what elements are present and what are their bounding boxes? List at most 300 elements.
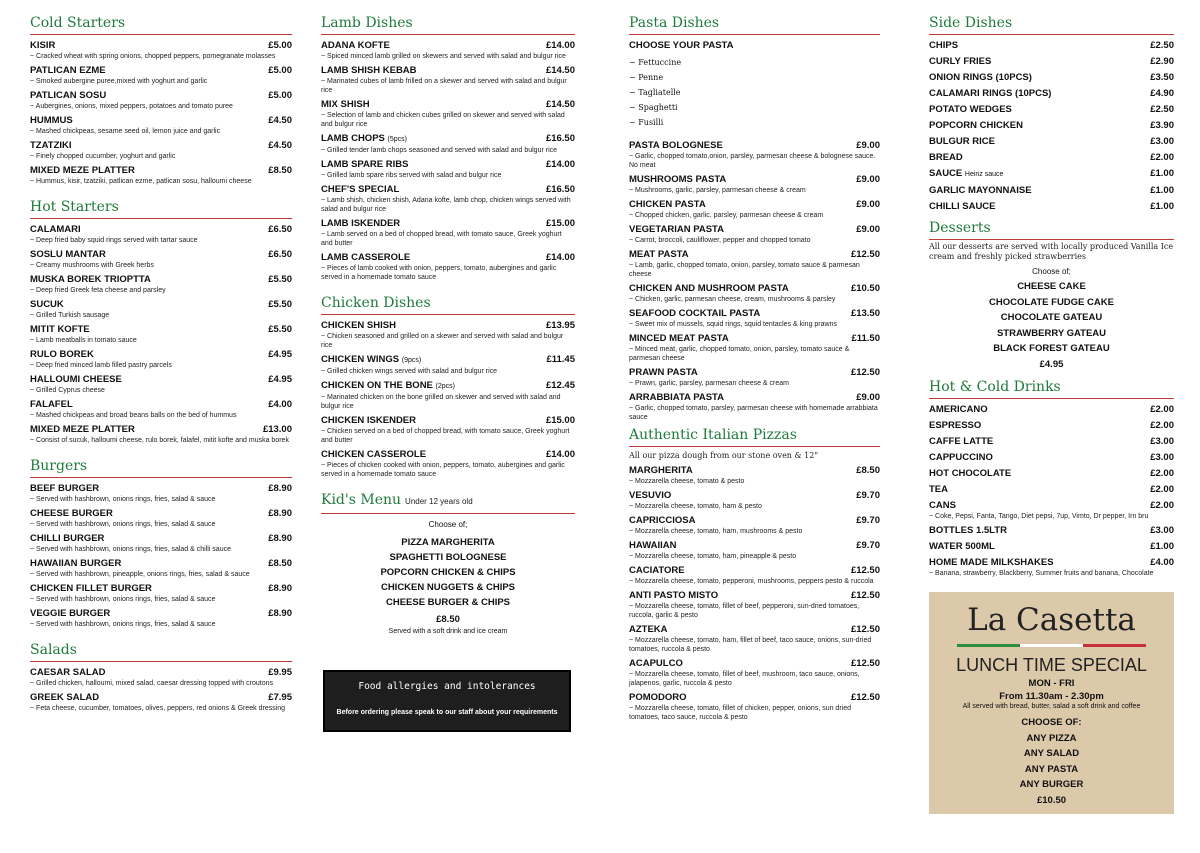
- menu-item-name-text: MIX SHISH: [321, 99, 370, 110]
- menu-item-price: £2.50: [1150, 40, 1174, 51]
- menu-item-name-text: VEGGIE BURGER: [30, 608, 111, 619]
- menu-item-name: [321, 65, 417, 77]
- menu-item-note: (5pcs): [387, 136, 407, 143]
- menu-item-name-text: WATER 500ML: [929, 541, 995, 552]
- lunch-price: £10.50: [1036, 794, 1067, 806]
- menu-item-price: £12.50: [850, 692, 880, 703]
- menu-item: [629, 283, 880, 304]
- menu-item-name-text: HAWAIIAN BURGER: [30, 558, 122, 569]
- menu-item-name-text: CHILLI SAUCE: [929, 201, 996, 212]
- menu-item: [629, 490, 880, 511]
- menu-item-name-text: LAMB SPARE RIBS: [321, 159, 409, 170]
- menu-item: [30, 115, 292, 136]
- menu-item-name: [929, 88, 1051, 100]
- menu-item: [321, 449, 575, 479]
- menu-item: [629, 692, 880, 722]
- menu-item: [321, 218, 575, 248]
- menu-column-4: [929, 14, 1174, 582]
- menu-item-note: (2pcs): [435, 383, 455, 390]
- menu-item-name: [929, 404, 988, 416]
- kids-menu-item: PIZZA MARGHERITA: [401, 537, 495, 548]
- menu-item-name: [629, 367, 698, 379]
- menu-item-row: [929, 120, 1174, 132]
- menu-item-name: [30, 299, 64, 311]
- section-side-dishes: [929, 14, 1174, 213]
- menu-item: [30, 324, 292, 345]
- menu-item-name: [929, 525, 1007, 537]
- menu-item-price: £4.90: [1150, 88, 1174, 99]
- menu-item-description: ~ Chopped chicken, garlic, parsley, parmesan cheese & cream: [629, 211, 880, 220]
- menu-item: [929, 404, 1174, 416]
- menu-item-description: ~ Mozzarella cheese, tomato, fillet of beef, pepperoni, sun-dried tomatoes, ruccola, garlic & pesto: [629, 602, 880, 620]
- menu-item-row: [30, 224, 292, 236]
- menu-item: [629, 515, 880, 536]
- section-hot-starters: [30, 198, 292, 445]
- menu-item-price: £3.00: [1150, 452, 1174, 463]
- menu-item-row: [929, 168, 1174, 181]
- menu-item-name: [30, 374, 122, 386]
- menu-item: [929, 468, 1174, 480]
- menu-item-description: ~ Served with hashbrown, onions rings, fries, salad & sauce: [30, 595, 292, 604]
- menu-item-row: [30, 483, 292, 495]
- menu-item-price: £12.50: [850, 565, 880, 576]
- menu-item-description: ~ Mozzarella cheese, tomato, ham, pineapple & pesto: [629, 552, 880, 561]
- menu-item-name-text: ADANA KOFTE: [321, 40, 390, 51]
- menu-item: [929, 484, 1174, 496]
- italian-flag-stripe: [957, 644, 1147, 647]
- menu-item-price: £12.50: [850, 249, 880, 260]
- menu-item-name-text: TEA: [929, 484, 948, 495]
- menu-item-name-text: CHICKEN AND MUSHROOM PASTA: [629, 283, 789, 294]
- menu-item-row: [30, 508, 292, 520]
- menu-item-name-text: HALLOUMI CHEESE: [30, 374, 122, 385]
- menu-item-row: [929, 436, 1174, 448]
- menu-item-name-text: SEAFOOD COCKTAIL PASTA: [629, 308, 761, 319]
- menu-item-row: [929, 201, 1174, 213]
- menu-item-price: £5.50: [268, 324, 292, 335]
- menu-item-name-text: AMERICANO: [929, 404, 988, 415]
- menu-item: [929, 168, 1174, 181]
- menu-item-name: [929, 557, 1054, 569]
- menu-item-name-text: PATLICAN SOSU: [30, 90, 107, 101]
- menu-item-name-text: ACAPULCO: [629, 658, 683, 669]
- flag-red: [1083, 644, 1146, 647]
- menu-item-row: [629, 540, 880, 552]
- menu-item-name: [629, 515, 696, 527]
- menu-item-name: [929, 201, 996, 213]
- menu-item: [321, 252, 575, 282]
- menu-item-description: ~ Selection of lamb and chicken cubes grilled on skewer and served with salad and bulgur rice: [321, 111, 575, 129]
- menu-item-name-text: CHICKEN ON THE BONE: [321, 380, 433, 391]
- menu-item-name: [929, 120, 1023, 132]
- pasta-choice: ~ Tagliatelle: [629, 85, 880, 100]
- menu-item-row: [929, 40, 1174, 52]
- menu-item-name-text: LAMB CASSEROLE: [321, 252, 411, 263]
- menu-item-name: [30, 249, 106, 261]
- menu-item-note: Heinz sauce: [964, 171, 1004, 178]
- menu-item-name-text: LAMB ISKENDER: [321, 218, 401, 229]
- menu-item-description: ~ Hummus, kisir, tzatziki, patlican ezme, patlican sosu, halloumi cheese: [30, 177, 292, 186]
- menu-item-name: [30, 349, 94, 361]
- dessert-item: CHEESE CAKE: [1017, 281, 1086, 292]
- menu-item-description: ~ Deep fried Greek feta cheese and parsley: [30, 286, 292, 295]
- menu-item-price: £15.00: [545, 415, 575, 426]
- menu-item-name-text: GARLIC MAYONNAISE: [929, 185, 1032, 196]
- menu-item-row: [629, 465, 880, 477]
- menu-item-name: [629, 490, 671, 502]
- menu-item-row: [30, 583, 292, 595]
- menu-item-description: ~ Lamb, garlic, chopped tomato, onion, parsley, tomato sauce & parmesan cheese: [629, 261, 880, 279]
- menu-item: [30, 399, 292, 420]
- menu-item-name-text: ARRABBIATA PASTA: [629, 392, 724, 403]
- menu-item-row: [30, 533, 292, 545]
- section-title: Hot Starters: [30, 198, 292, 219]
- menu-item: [629, 565, 880, 586]
- menu-item-price: £1.00: [1150, 168, 1174, 179]
- menu-item: [629, 249, 880, 279]
- desserts-note: All our desserts are served with locally produced Vanilla Ice cream and freshly picked strawberries: [929, 242, 1174, 261]
- kids-menu-item: SPAGHETTI BOLOGNESE: [389, 552, 507, 563]
- menu-item-row: [929, 525, 1174, 537]
- menu-item-price: £2.00: [1150, 484, 1174, 495]
- menu-item-name: [629, 224, 724, 236]
- menu-item-row: [629, 515, 880, 527]
- menu-item-description: ~ Sweet mix of mussels, squid rings, squid tentacles & king prawns: [629, 320, 880, 329]
- menu-item-row: [321, 252, 575, 264]
- menu-item-name: [321, 133, 407, 146]
- menu-item-row: [929, 185, 1174, 197]
- menu-item: [629, 465, 880, 486]
- menu-item-row: [30, 692, 292, 704]
- menu-item: [929, 201, 1174, 213]
- menu-item-description: ~ Mozzarella cheese, tomato, ham, mushrooms & pesto: [629, 527, 880, 536]
- menu-item: [929, 40, 1174, 52]
- menu-item-price: £10.50: [850, 283, 880, 294]
- menu-item: [30, 274, 292, 295]
- menu-item: [929, 420, 1174, 432]
- menu-item-description: ~ Chicken, garlic, parmesan cheese, cream, mushrooms & parsley: [629, 295, 880, 304]
- desserts-price: £4.95: [1039, 358, 1064, 370]
- menu-item: [321, 380, 575, 411]
- menu-item-note: (9pcs): [401, 357, 422, 364]
- menu-item-name-text: ESPRESSO: [929, 420, 982, 431]
- menu-item-price: £6.50: [268, 224, 292, 235]
- menu-item-name: [321, 184, 399, 196]
- menu-item-name-text: MIXED MEZE PLATTER: [30, 165, 135, 176]
- lunch-special-box: [929, 592, 1174, 814]
- menu-item: [929, 185, 1174, 197]
- menu-item-price: £8.90: [268, 608, 292, 619]
- menu-item-name-text: PASTA BOLOGNESE: [629, 140, 723, 151]
- menu-item-name: [321, 354, 421, 367]
- section-title: Salads: [30, 641, 292, 662]
- menu-item-description: ~ Chicken seasoned and grilled on a skewer and served with salad and bulgur rice: [321, 332, 575, 350]
- menu-item: [629, 308, 880, 329]
- menu-item: [30, 299, 292, 320]
- menu-item-name: [30, 692, 99, 704]
- menu-item-name-text: CHICKEN SHISH: [321, 320, 396, 331]
- menu-item-description: ~ Mashed chickpeas, sesame seed oil, lemon juice and garlic: [30, 127, 292, 136]
- menu-item-row: [929, 468, 1174, 480]
- menu-item-row: [929, 72, 1174, 84]
- menu-item-name: [30, 508, 113, 520]
- menu-item: [629, 590, 880, 620]
- menu-item-name: [929, 152, 963, 164]
- menu-item-price: £6.50: [268, 249, 292, 260]
- menu-item-name-text: POPCORN CHICKEN: [929, 120, 1023, 131]
- menu-item-price: £12.50: [850, 367, 880, 378]
- menu-item-row: [30, 115, 292, 127]
- menu-item-description: ~ Deep fried minced lamb filled pastry parcels: [30, 361, 292, 370]
- menu-item-price: £9.00: [856, 199, 880, 210]
- menu-item: [929, 72, 1174, 84]
- allergy-text: Before ordering please speak to our staff about your requirements: [336, 709, 558, 716]
- menu-item-price: £4.00: [1150, 557, 1174, 568]
- menu-item-price: £5.00: [268, 65, 292, 76]
- kids-menu-item: CHEESE BURGER & CHIPS: [385, 597, 511, 608]
- menu-item-description: ~ Creamy mushrooms with Greek herbs: [30, 261, 292, 270]
- menu-item-price: £15.00: [545, 218, 575, 229]
- menu-item: [629, 199, 880, 220]
- menu-item-description: ~ Mozzarella cheese, tomato, fillet of chicken, pepper, onions, sun dried tomatoes, taco sauce, ruccola & pesto: [629, 704, 880, 722]
- lunch-choose-label: CHOOSE OF:: [1021, 717, 1082, 728]
- menu-item: [629, 367, 880, 388]
- menu-item-name-text: HOME MADE MILKSHAKES: [929, 557, 1054, 568]
- menu-item-price: £8.90: [268, 583, 292, 594]
- menu-item-name-text: CACIATORE: [629, 565, 685, 576]
- menu-item: [929, 557, 1174, 578]
- menu-item: [929, 452, 1174, 464]
- menu-item-row: [629, 224, 880, 236]
- menu-item-name: [929, 541, 995, 553]
- menu-item-description: ~ Garlic, chopped tomato,onion, parsley, parmesan cheese & bolognese sauce. No meat: [629, 152, 880, 170]
- menu-item-price: £9.70: [856, 490, 880, 501]
- menu-item-row: [629, 658, 880, 670]
- section-pasta-dishes: [629, 14, 880, 422]
- menu-item-price: £12.45: [545, 380, 575, 391]
- menu-item-row: [629, 333, 880, 345]
- menu-item: [629, 224, 880, 245]
- menu-item-row: [321, 65, 575, 77]
- menu-item-price: £8.50: [268, 165, 292, 176]
- menu-item-description: ~ Banana, strawberry, Blackberry, Summer fruits and banana, Chocolate: [929, 569, 1174, 578]
- menu-item-price: £14.50: [545, 65, 575, 76]
- menu-item-price: £9.00: [856, 140, 880, 151]
- menu-item-name-text: HOT CHOCOLATE: [929, 468, 1012, 479]
- menu-item-price: £8.90: [268, 508, 292, 519]
- menu-item-name: [30, 165, 135, 177]
- menu-item-row: [30, 90, 292, 102]
- flag-white: [1020, 644, 1083, 647]
- menu-item: [929, 541, 1174, 553]
- lunch-option: ANY BURGER: [1019, 779, 1084, 790]
- menu-item: [30, 65, 292, 86]
- menu-item-name: [629, 249, 689, 261]
- menu-item-name: [929, 72, 1032, 84]
- menu-item: [629, 540, 880, 561]
- menu-item-description: ~ Served with hashbrown, pineapple, onions rings, fries, salad & sauce: [30, 570, 292, 579]
- menu-item-description: ~ Mashed chickpeas and broad beans balls on the bed of hummus: [30, 411, 292, 420]
- menu-item-name: [629, 308, 760, 320]
- menu-item: [30, 374, 292, 395]
- menu-item-price: £9.70: [856, 540, 880, 551]
- menu-item-description: ~ Lamb meatballs in tomato sauce: [30, 336, 292, 345]
- menu-item-name: [30, 558, 121, 570]
- menu-item-description: ~ Mozzarella cheese, tomato & pesto: [629, 477, 880, 486]
- section-title: Side Dishes: [929, 14, 1174, 35]
- menu-item-name: [30, 533, 104, 545]
- menu-item: [321, 133, 575, 155]
- menu-item-price: £9.00: [856, 392, 880, 403]
- menu-item-price: £4.50: [268, 115, 292, 126]
- menu-item-price: £3.50: [1150, 72, 1174, 83]
- menu-item: [629, 392, 880, 422]
- menu-item-row: [629, 140, 880, 152]
- allergy-notice: [323, 670, 571, 732]
- menu-item-row: [929, 484, 1174, 496]
- menu-item-name: [929, 104, 1012, 116]
- kids-menu-price: £8.50: [436, 614, 460, 625]
- menu-item-name-text: CALAMARI RINGS (10PCS): [929, 88, 1052, 99]
- menu-item-description: ~ Smoked aubergine puree,mixed with yoghurt and garlic: [30, 77, 292, 86]
- menu-item-name-text: KISIR: [30, 40, 56, 51]
- menu-item-price: £3.00: [1150, 136, 1174, 147]
- menu-item-price: £16.50: [545, 133, 575, 144]
- menu-item-description: ~ Mozzarella cheese, tomato, fillet of beef, mushroom, taco sauce, onions, jalapenos, garlic, ruccola & pesto: [629, 670, 880, 688]
- menu-item-name-text: VESUVIO: [629, 490, 672, 501]
- menu-item-name: [30, 140, 72, 152]
- menu-item: [929, 104, 1174, 116]
- choose-label: Choose of;: [428, 520, 468, 529]
- menu-item-name-text: CHILLI BURGER: [30, 533, 105, 544]
- menu-item-description: ~ Grilled Turkish sausage: [30, 311, 292, 320]
- menu-item-description: ~ Pieces of lamb cooked with onion, peppers, tomato, aubergines and garlic served in a homemade tomato sauce: [321, 264, 575, 282]
- menu-item-description: ~ Served with hashbrown, onions rings, fries, salad & sauce: [30, 520, 292, 529]
- dessert-item: CHOCOLATE GATEAU: [1000, 312, 1103, 323]
- menu-item-description: ~ Marinated chicken on the bone grilled on skewer and served with salad and bulgur rice: [321, 393, 575, 411]
- menu-item-description: ~ Aubergines, onions, mixed peppers, potatoes and tomato puree: [30, 102, 292, 111]
- menu-item-name-text: SAUCE: [929, 168, 963, 179]
- section-chicken-dishes: [321, 294, 575, 479]
- menu-item-name-text: MEAT PASTA: [629, 249, 689, 260]
- menu-item: [30, 583, 292, 604]
- menu-item-name: [629, 140, 723, 152]
- menu-item: [30, 533, 292, 554]
- menu-item-name: [629, 465, 693, 477]
- menu-item-price: £3.00: [1150, 436, 1174, 447]
- menu-item-row: [321, 380, 575, 393]
- menu-item: [321, 40, 575, 61]
- menu-item-name-text: MUSHROOMS PASTA: [629, 174, 727, 185]
- menu-item-row: [629, 249, 880, 261]
- menu-item-name: [30, 274, 151, 286]
- menu-item: [929, 56, 1174, 68]
- menu-item: [30, 508, 292, 529]
- menu-item-name-text: ONION RINGS (10PCS): [929, 72, 1032, 83]
- menu-item-price: £12.50: [850, 590, 880, 601]
- menu-item-price: £5.00: [268, 40, 292, 51]
- menu-item-row: [629, 692, 880, 704]
- menu-item-row: [321, 449, 575, 461]
- menu-item-price: £13.95: [545, 320, 575, 331]
- menu-item-row: [321, 218, 575, 230]
- menu-item-description: ~ Grilled lamb spare ribs served with salad and bulgur rice: [321, 171, 575, 180]
- menu-item-name: [629, 392, 724, 404]
- menu-item-price: £8.90: [268, 483, 292, 494]
- menu-item-description: ~ Served with hashbrown, onions rings, fries, salad & chilli sauce: [30, 545, 292, 554]
- menu-item-price: £14.00: [545, 252, 575, 263]
- menu-item-name: [629, 199, 706, 211]
- menu-item-name: [30, 583, 152, 595]
- menu-item-description: ~ Mozzarella cheese, tomato, pepperoni, mushrooms, peppers pesto & ruccola: [629, 577, 880, 586]
- section-burgers: [30, 457, 292, 629]
- menu-item-row: [929, 420, 1174, 432]
- menu-item-row: [629, 490, 880, 502]
- menu-item-name-text: CHICKEN WINGS: [321, 354, 400, 365]
- menu-item-price: £13.50: [850, 308, 880, 319]
- menu-item: [30, 349, 292, 370]
- menu-item-row: [30, 374, 292, 386]
- menu-item-name-text: ANTI PASTO MISTO: [629, 590, 719, 601]
- menu-item-row: [929, 452, 1174, 464]
- menu-item-description: ~ Finely chopped cucumber, yoghurt and garlic: [30, 152, 292, 161]
- menu-item-description: ~ Grilled chicken, halloumi, mixed salad, caesar dressing topped with croutons: [30, 679, 292, 688]
- menu-item-row: [929, 557, 1174, 569]
- section-desserts: [929, 219, 1174, 372]
- pasta-choice: ~ Penne: [629, 70, 880, 85]
- menu-item-name-text: CALAMARI: [30, 224, 81, 235]
- menu-item-description: ~ Consist of sucuk, halloumi cheese, rulo borek, falafel, mitit kofte and muska borek: [30, 436, 292, 445]
- menu-item-description: ~ Marinated cubes of lamb frilled on a skewer and served with salad and bulgur rice: [321, 77, 575, 95]
- menu-item-name-text: HAWAIIAN: [629, 540, 677, 551]
- menu-item-name-text: POMODORO: [629, 692, 687, 703]
- menu-item-price: £1.00: [1150, 185, 1174, 196]
- menu-item-name-text: SUCUK: [30, 299, 64, 310]
- menu-item-name: [929, 56, 991, 68]
- menu-item: [30, 667, 292, 688]
- menu-item-description: ~ Mozzarella cheese, tomato, ham & pesto: [629, 502, 880, 511]
- menu-item-row: [629, 590, 880, 602]
- menu-item-price: £14.00: [545, 40, 575, 51]
- menu-item-description: ~ Carrot, broccoli, cauliflower, pepper and chopped tomato: [629, 236, 880, 245]
- menu-item-name-text: AZTEKA: [629, 624, 668, 635]
- section-title: Burgers: [30, 457, 292, 478]
- menu-item-price: £5.50: [268, 274, 292, 285]
- menu-item-price: £14.00: [545, 159, 575, 170]
- section-cold-starters: [30, 14, 292, 186]
- lunch-special-title: LUNCH TIME SPECIAL: [956, 655, 1147, 675]
- menu-item-price: £9.95: [268, 667, 292, 678]
- menu-item-name-text: CANS: [929, 500, 956, 511]
- menu-item: [629, 658, 880, 688]
- menu-item-name: [629, 283, 789, 295]
- menu-item-name-text: CAPPUCCINO: [929, 452, 993, 463]
- menu-item-name: [30, 667, 105, 679]
- menu-item-name: [929, 468, 1011, 480]
- menu-column-2: [321, 14, 575, 732]
- menu-item: [629, 624, 880, 654]
- menu-item-price: £1.00: [1150, 201, 1174, 212]
- menu-item-description: ~ Chicken served on a bed of chopped bread, with tomato sauce, Greek yoghurt and butter: [321, 427, 575, 445]
- section-title: Kid's Menu Under 12 years old: [321, 491, 575, 514]
- lunch-served-note: All served with bread, butter, salad a soft drink and coffee: [962, 703, 1141, 710]
- lunch-time: From 11.30am - 2.30pm: [999, 691, 1104, 702]
- menu-item-name: [321, 449, 426, 461]
- menu-item-price: £9.00: [856, 174, 880, 185]
- menu-item-price: £12.50: [850, 624, 880, 635]
- menu-item-row: [30, 667, 292, 679]
- menu-item: [30, 558, 292, 579]
